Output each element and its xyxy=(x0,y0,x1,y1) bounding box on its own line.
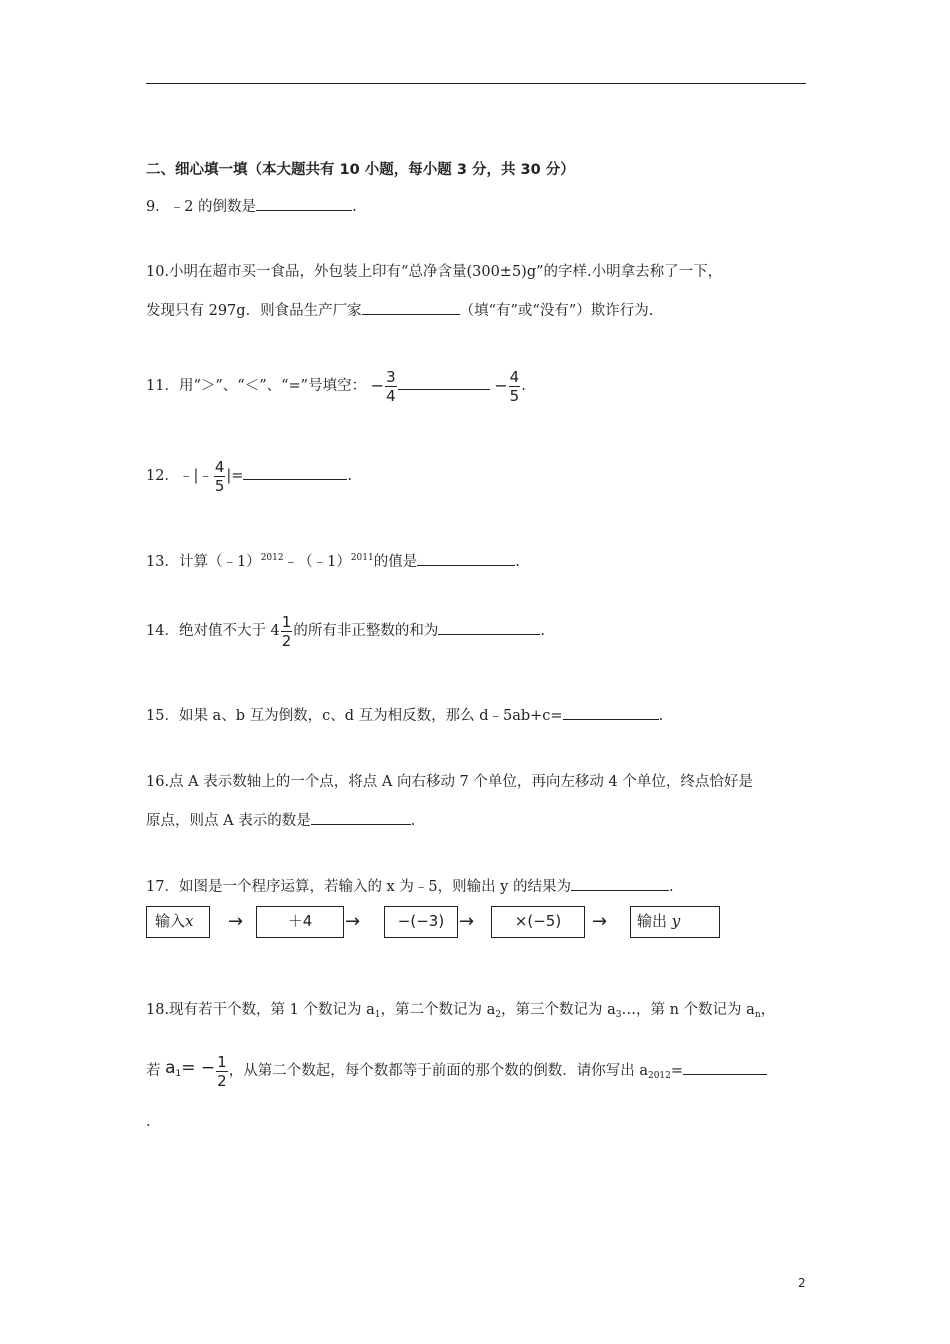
answer-blank-16[interactable] xyxy=(311,810,411,825)
subscript: n xyxy=(754,1010,761,1020)
arrow-right-icon: → xyxy=(228,911,244,932)
a1-symbol xyxy=(165,1058,215,1078)
question-14 xyxy=(146,611,545,651)
answer-blank-9[interactable] xyxy=(256,196,352,211)
q13-text: 13．计算（﹣1） xyxy=(146,554,261,570)
subscript: 1 xyxy=(374,1010,381,1020)
q12-end: . xyxy=(347,468,353,484)
q15-end: . xyxy=(658,708,664,724)
fraction-numerator: 1 xyxy=(217,1052,227,1071)
question-9 xyxy=(146,196,357,217)
q18-text-5: ， xyxy=(760,1002,776,1018)
minus-sign-2: − xyxy=(494,376,508,395)
question-16-line-1: 16.点 A 表示数轴上的一个点，将点 A 向右移动 7 个单位，再向左移动 4 个单位，终点恰好是 xyxy=(146,774,753,790)
q14-after: 的所有非正整数的和为 xyxy=(293,623,439,639)
fraction-denominator: 5 xyxy=(509,386,520,405)
fraction-1-2 xyxy=(281,613,293,650)
question-18-line-2 xyxy=(146,1048,767,1096)
q12-after: |= xyxy=(226,468,244,484)
q9-end: . xyxy=(352,199,357,215)
question-15 xyxy=(146,705,663,726)
subscript: 3 xyxy=(615,1010,622,1020)
fraction-denominator: 4 xyxy=(386,386,396,405)
answer-blank-15[interactable] xyxy=(563,705,659,720)
arrow-right-icon: → xyxy=(592,911,608,932)
flow-step-subtract: −(−3) xyxy=(384,906,458,938)
arrow-right-icon: → xyxy=(459,911,475,932)
fraction-1-2 xyxy=(216,1053,228,1090)
question-10-line-2 xyxy=(146,300,653,321)
q18-if: 若 xyxy=(146,1063,161,1079)
minus-sign-1: − xyxy=(370,376,385,395)
q9-text: 9．﹣2 的倒数是 xyxy=(146,199,257,215)
q11-end: . xyxy=(521,378,526,394)
q12-text: 12．﹣|﹣ xyxy=(146,468,213,484)
answer-blank-12[interactable] xyxy=(243,465,347,480)
equals-minus: = − xyxy=(181,1058,216,1078)
flow-output-box xyxy=(630,906,720,938)
question-18-line-3: . xyxy=(146,1114,151,1130)
question-12 xyxy=(146,456,352,496)
flow-step-multiply: ×(−5) xyxy=(491,906,585,938)
q16-end: . xyxy=(410,813,416,829)
answer-blank-10[interactable] xyxy=(362,300,460,315)
q17-text: 17．如图是一个程序运算，若输入的 x 为﹣5，则输出 y 的结果为 xyxy=(146,879,571,895)
fraction-numerator: 1 xyxy=(281,612,292,631)
question-11 xyxy=(146,366,526,406)
subscript: 2 xyxy=(495,1010,501,1020)
answer-blank-14[interactable] xyxy=(438,620,540,635)
flow-output-label: 输出 xyxy=(637,912,668,930)
q10-after: （填“有”或“没有”）欺诈行为. xyxy=(459,303,654,319)
q18-text-6: ，从第二个数起，每个数都等于前面的那个数的倒数．请你写出 a xyxy=(228,1063,648,1079)
header-rule xyxy=(146,83,806,84)
answer-blank-17[interactable] xyxy=(571,876,669,891)
page-number: 2 xyxy=(798,1276,806,1290)
q18-text-3: ，第三个数记为 a xyxy=(501,1002,616,1018)
q18-text-4: …，第 n 个数记为 a xyxy=(621,1002,755,1018)
q13-after: 的值是 xyxy=(373,554,418,570)
fraction-denominator: 2 xyxy=(281,631,292,650)
q17-end: . xyxy=(668,879,674,895)
answer-blank-11[interactable] xyxy=(398,375,490,390)
q10-before: 发现只有 297g．则食品生产厂家 xyxy=(146,303,362,319)
question-10-line-1: 10.小明在超市买一食品，外包装上印有“总净含量(300±5)g”的字样.小明拿去称了一下， xyxy=(146,264,723,280)
question-16-line-2 xyxy=(146,810,415,831)
q14-text: 14．绝对值不大于 4 xyxy=(146,623,280,639)
q13-end: . xyxy=(515,554,520,570)
fraction-numerator: 3 xyxy=(386,367,396,386)
section-title: 二、细心填一填（本大题共有 10 小题，每小题 3 分，共 30 分） xyxy=(146,162,575,178)
flow-input-var: x xyxy=(185,912,194,930)
question-13 xyxy=(146,548,520,572)
q16-text: 原点，则点 A 表示的数是 xyxy=(146,813,311,829)
q13-mid: ﹣（﹣1） xyxy=(283,554,351,570)
flow-step-add-4: ＋4 xyxy=(256,906,344,938)
question-18-line-1 xyxy=(146,1000,775,1025)
q18-text-2: ，第二个数记为 a xyxy=(380,1002,496,1018)
arrow-right-icon: → xyxy=(345,911,361,932)
subscript: 2012 xyxy=(647,1071,671,1081)
q18-eq: = xyxy=(670,1063,684,1079)
q11-text: 11．用“＞”、“＜”、“=”号填空： xyxy=(146,378,367,394)
fraction-denominator: 5 xyxy=(214,476,225,495)
answer-blank-13[interactable] xyxy=(417,551,515,566)
a1-label: a xyxy=(165,1058,176,1078)
q14-end: . xyxy=(540,623,545,639)
fraction-4-5 xyxy=(214,458,226,495)
exponent-2012: 2012 xyxy=(260,553,284,563)
flow-output-var: y xyxy=(671,912,681,930)
answer-blank-18[interactable] xyxy=(683,1060,767,1075)
exponent-2011: 2011 xyxy=(350,553,374,563)
fraction-numerator: 4 xyxy=(509,367,520,386)
q15-text: 15．如果 a、b 互为倒数，c、d 互为相反数，那么 d﹣5ab+c= xyxy=(146,708,563,724)
flow-input-box xyxy=(146,906,210,938)
flow-input-label: 输入 xyxy=(155,912,186,930)
fraction-denominator: 2 xyxy=(217,1071,227,1090)
fraction-3-4 xyxy=(385,368,397,405)
fraction-numerator: 4 xyxy=(214,457,225,476)
subscript: 1 xyxy=(175,1069,182,1079)
question-17 xyxy=(146,876,674,897)
fraction-4-5 xyxy=(509,368,521,405)
q18-text-1: 18.现有若干个数，第 1 个数记为 a xyxy=(146,1002,375,1018)
